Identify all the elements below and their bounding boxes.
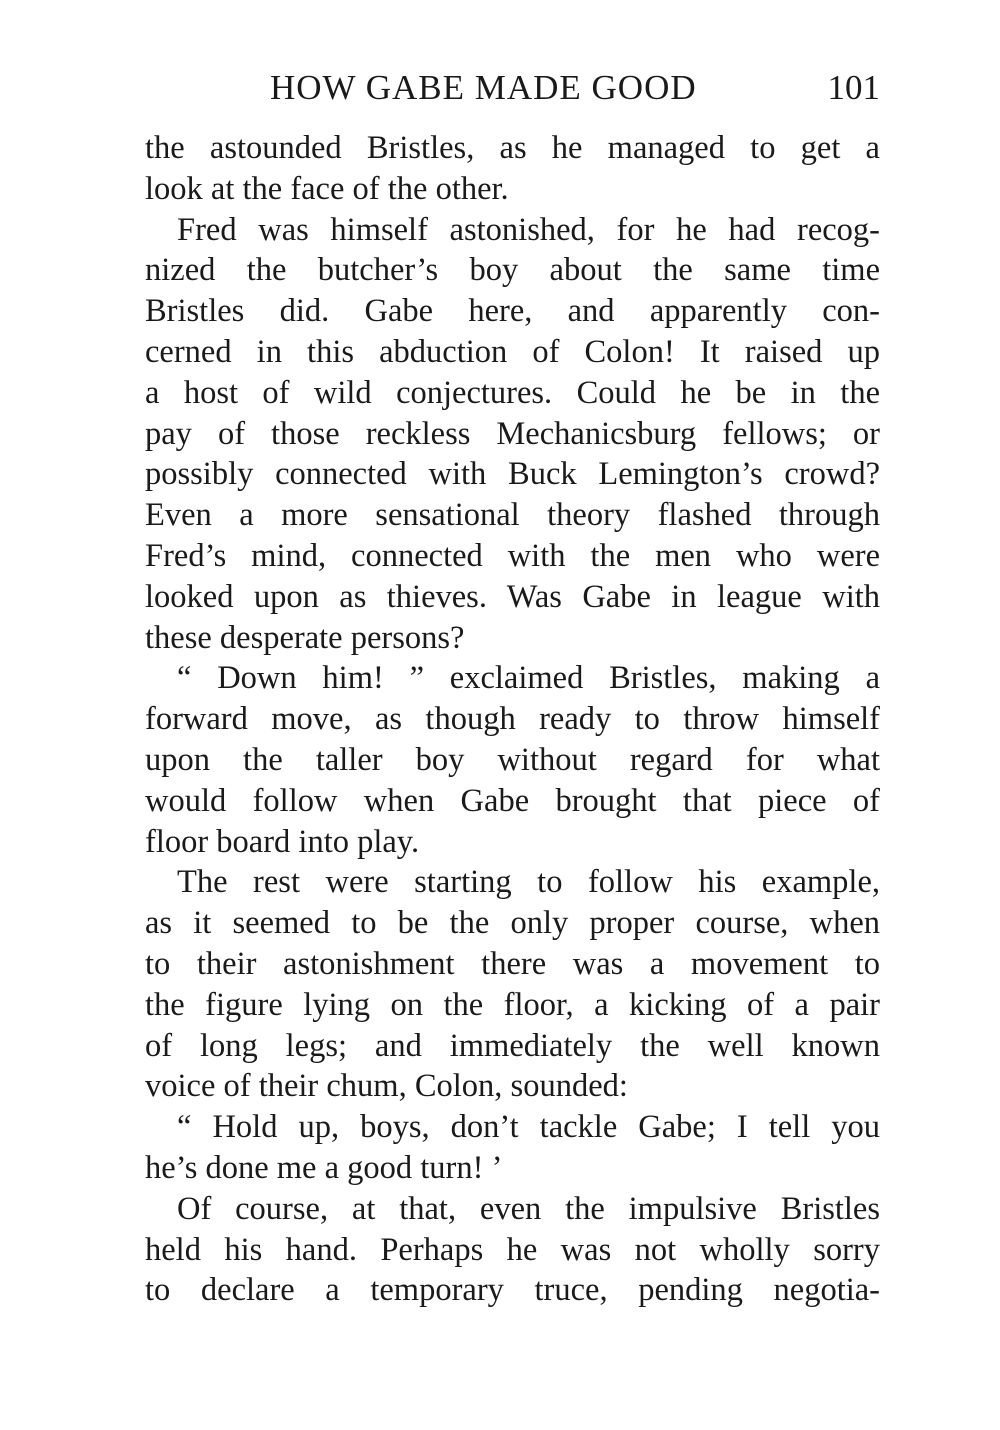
text-line: pay of those reckless Mechanicsburg fellows; or [145, 415, 880, 452]
running-head [270, 68, 880, 112]
text-line: these desperate persons? [145, 619, 465, 656]
text-line: to their astonishment there was a movement to [145, 945, 880, 982]
text-line: Fred was himself astonished, for he had recog- [177, 211, 880, 248]
text-line: “ Hold up, boys, don’t tackle Gabe; I tell you [177, 1109, 880, 1146]
text-line: to declare a temporary truce, pending negotia- [145, 1272, 880, 1309]
text-line: floor board into play. [145, 823, 420, 860]
text-line: Fred’s mind, connected with the men who were [145, 537, 880, 574]
body-text [145, 128, 880, 1311]
text-line: the figure lying on the floor, a kicking of a pair [145, 986, 880, 1023]
text-line: “ Down him! ” exclaimed Bristles, making a [177, 660, 880, 697]
text-line: he’s done me a good turn! ’ [145, 1149, 503, 1186]
text-line: the astounded Bristles, as he managed to get a [145, 130, 880, 166]
text-line: upon the taller boy without regard for what [145, 741, 880, 778]
text-line: forward move, as though ready to throw himself [145, 701, 880, 738]
page-number: 101 [827, 68, 880, 107]
text-line: Even a more sensational theory flashed through [145, 497, 880, 534]
text-line: as it seemed to be the only proper course, when [145, 905, 880, 942]
text-line: Of course, at that, even the impulsive Bristles [177, 1190, 880, 1227]
text-line: looked upon as thieves. Was Gabe in league with [145, 578, 880, 615]
text-line: The rest were starting to follow his example, [177, 864, 880, 901]
text-line: of long legs; and immediately the well known [145, 1027, 880, 1064]
text-line: held his hand. Perhaps he was not wholly sorry [145, 1231, 880, 1268]
text-line: Bristles did. Gabe here, and apparently con- [145, 293, 880, 330]
text-line: possibly connected with Buck Lemington’s crowd? [145, 456, 880, 493]
text-line: look at the face of the other. [145, 170, 509, 207]
text-line: cerned in this abduction of Colon! It raised up [145, 333, 880, 370]
text-line: nized the butcher’s boy about the same time [145, 252, 880, 289]
running-title: HOW GABE MADE GOOD [270, 68, 697, 107]
text-line: a host of wild conjectures. Could he be in the [145, 374, 880, 411]
text-line: voice of their chum, Colon, sounded: [145, 1068, 628, 1105]
text-line: would follow when Gabe brought that piece of [145, 782, 880, 819]
